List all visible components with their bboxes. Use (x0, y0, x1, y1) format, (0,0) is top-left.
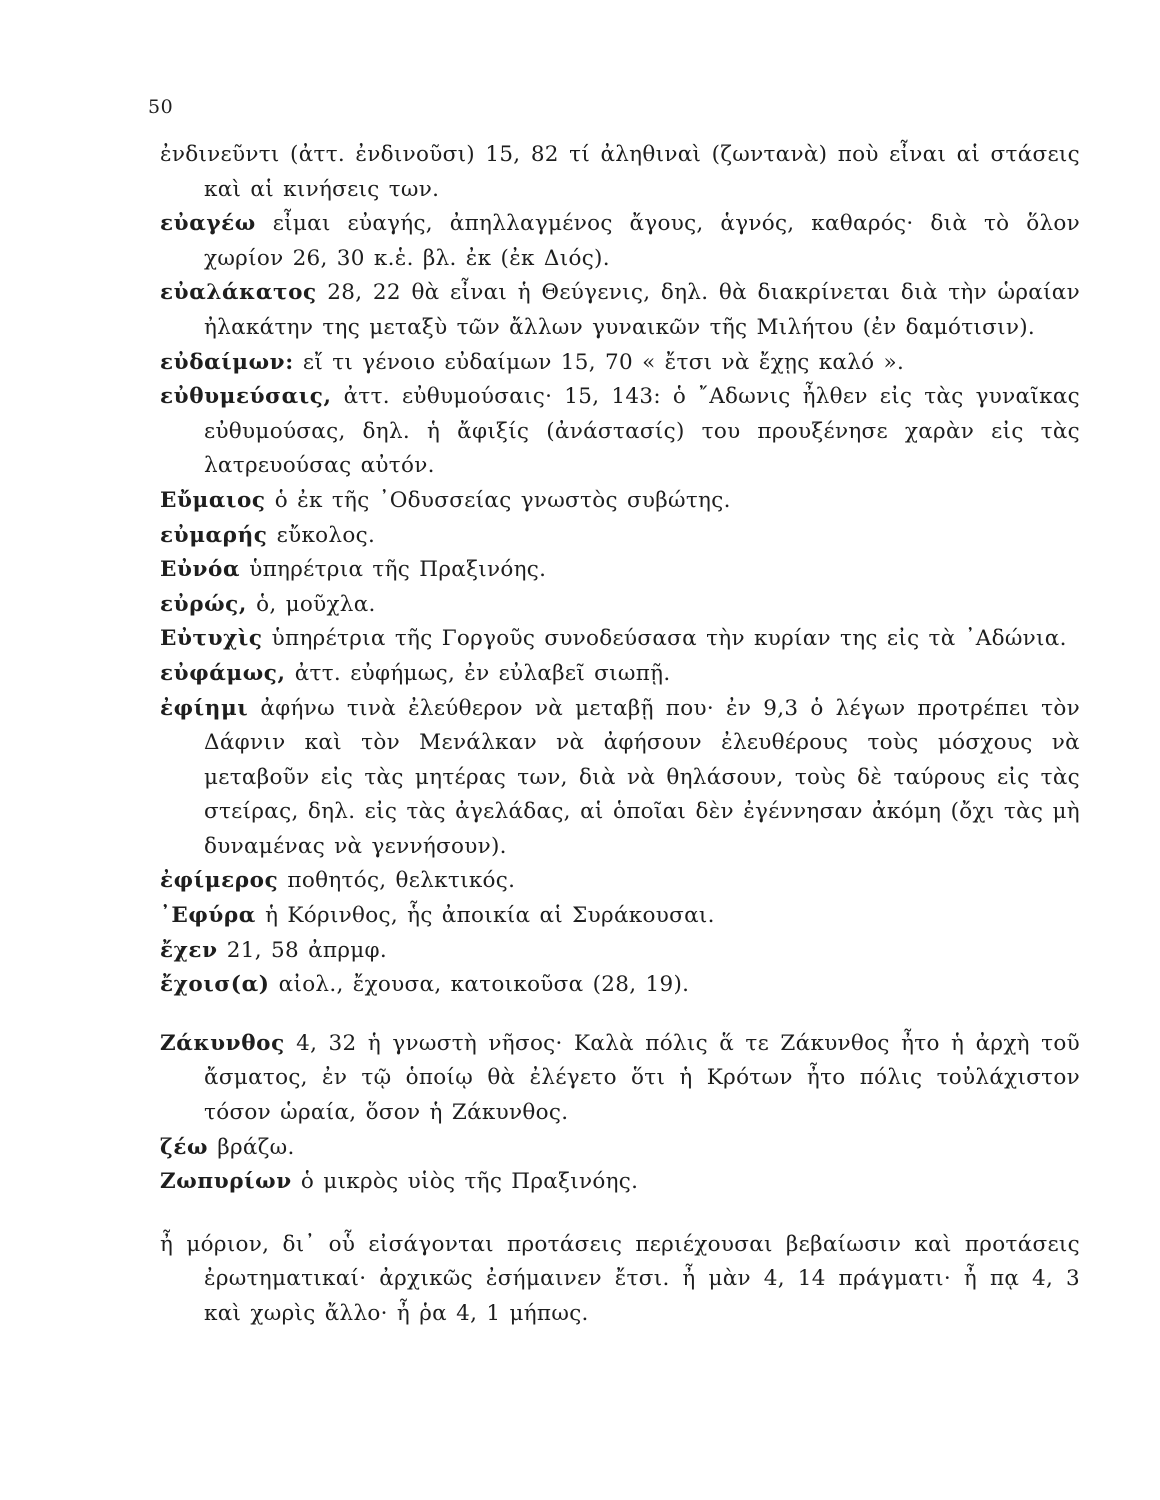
entry-headword: εὐδαίμων: (160, 349, 294, 375)
entry-headword: εὐαγέω (160, 211, 256, 237)
entry-headword: εὐρώς, (160, 591, 247, 617)
entry-text: εἶμαι εὐαγής, ἀπηλλαγμένος ἄγους, ἁγνός, καθαρός· διὰ τὸ ὅλον χωρίον 26, 30 κ.ἑ. βλ. ἐκ (ἐκ Διός). (204, 211, 1081, 271)
entry-ephyra (160, 899, 1080, 934)
entry-headword: Εὔμαιος (160, 487, 266, 513)
entry-eunoa (160, 553, 1080, 588)
entry-text: ὑπηρέτρια τῆς Γοργοῦς συνοδεύσασα τὴν κυρίαν της εἰς τὰ ᾿Αδώνια. (271, 626, 1067, 652)
entry-text: ἀφήνω τινὰ ἐλεύθερον νὰ μεταβῇ που· ἐν 9,3 ὁ λέγων προτρέπει τὸν Δάφνιν καὶ τὸν Μενάλκαν νὰ ἀφήσουν ἐλευθέρους τοὺς μόσχους νὰ μεταβοῦν εἰς τὰς μητέρας των, διὰ νὰ θηλάσουν, τοὺς δὲ ταύρους εἰς τὰς στείρας, δηλ. εἰς τὰς ἀγελάδας, αἱ ὁποῖαι δὲν ἐγέννησαν ἀκόμη (ὄχι τὰς μὴ δυναμένας νὰ γεννήσουν). (204, 695, 1080, 859)
entry-headword: ᾿Εφύρα (160, 903, 256, 929)
entry-eualakatos (160, 276, 1080, 345)
entry-text: αἰολ., ἔχουσα, κατοικοῦσα (28, 19). (278, 972, 690, 998)
entry-euageo (160, 207, 1080, 276)
entry-text: εἴ τι γένοιο εὐδαίμων 15, 70 « ἔτσι νὰ ἔχῃς καλό ». (302, 349, 905, 375)
entry-headword: Εὐτυχὶς (160, 626, 263, 652)
entry-headword: ἐφίμερος (160, 868, 279, 894)
entry-zakynthos (160, 1027, 1080, 1131)
entry-echen (160, 934, 1080, 969)
entry-zopyrion (160, 1165, 1080, 1200)
entry-text: ἀττ. εὐθυμούσαις· 15, 143: ὁ ῎Αδωνις ἦλθεν εἰς τὰς γυναῖκας εὐθυμούσας, δηλ. ἡ ἄφιξίς (ἀνάστασίς) του προυξένησε χαρὰν εἰς τὰς λατρευούσας αὐτόν. (204, 384, 1080, 479)
page-number: 50 (148, 96, 174, 118)
entry-headword: εὐφάμως, (160, 660, 286, 686)
entry-text: ἐνδινεῦντι (ἀττ. ἐνδινοῦσι) 15, 82 τί ἀληθιναὶ (ζωντανὰ) ποὺ εἶναι αἱ στάσεις καὶ αἱ κινήσεις των. (160, 142, 1080, 202)
entry-endineunti (160, 138, 1080, 207)
entry-text: εὔκολος. (276, 522, 376, 548)
entry-text: 4, 32 ἡ γνωστὴ νῆσος· Καλὰ πόλις ἅ τε Ζάκυνθος ἦτο ἡ ἀρχὴ τοῦ ἄσματος, ἐν τῷ ὁποίῳ θὰ ἐλέγετο ὅτι ἡ Κρότων ἦτο πόλις τοὐλάχιστον τόσον ὡραία, ὅσον ἡ Ζάκυνθος. (204, 1030, 1080, 1126)
entry-text: ὁ μικρὸς υἱὸς τῆς Πραξινόης. (300, 1169, 639, 1195)
entry-text: βράζω. (217, 1134, 295, 1160)
entry-headword: ζέω (160, 1134, 209, 1160)
entry-text: ὁ, μοῦχλα. (256, 591, 376, 617)
entry-ephiemi (160, 692, 1080, 865)
entry-text: ὑπηρέτρια τῆς Πραξινόης. (249, 557, 547, 583)
entry-eudaimon (160, 346, 1080, 381)
entry-text: μόριον, δι᾿ οὗ εἰσάγονται προτάσεις περιέχουσαι βεβαίωσιν καὶ προτάσεις ἐρωτηματικαί· ἀρχικῶς ἐσήμαινεν ἔτσι. ἦ μὰν 4, 14 πράγματι· ἦ πᾳ 4, 3 καὶ χωρὶς ἄλλο· ἦ ῥα 4, 1 μήπως. (186, 1231, 1080, 1326)
entry-headword: εὐαλάκατος (160, 280, 317, 306)
entry-headword: εὐθυμεύσαις, (160, 384, 332, 410)
entry-headword: Ζάκυνθος (160, 1030, 285, 1056)
entry-headword: Ζωπυρίων (160, 1169, 292, 1195)
entry-euros (160, 588, 1080, 623)
entry-headword: ἐφίημι (160, 695, 249, 721)
entry-text: ὁ ἐκ τῆς ᾿Οδυσσείας γνωστὸς συβώτης. (274, 487, 731, 513)
entry-headword: ἔχοισ(α) (160, 972, 270, 998)
entry-text: ἡ Κόρινθος, ἧς ἀποικία αἱ Συράκουσαι. (265, 903, 715, 929)
entry-euthymeusais (160, 380, 1080, 484)
entry-euphamos (160, 657, 1080, 692)
entry-zeo (160, 1131, 1080, 1166)
entry-echois (160, 968, 1080, 1003)
entry-eutychis (160, 622, 1080, 657)
entry-e-particle (160, 1228, 1080, 1332)
entry-text: 21, 58 ἀπρμφ. (226, 937, 388, 963)
entry-headword: Εὐνόα (160, 557, 241, 583)
entry-eumares (160, 519, 1080, 554)
entry-text: ἀττ. εὐφήμως, ἐν εὐλαβεῖ σιωπῇ. (294, 660, 671, 686)
entry-headword: ἔχεν (160, 937, 218, 963)
glossary-entries (160, 138, 1080, 1332)
entry-headword: εὐμαρής (160, 522, 268, 548)
entry-ephimeros (160, 864, 1080, 899)
entry-eumaios (160, 484, 1080, 519)
entry-text: ποθητός, θελκτικός. (287, 868, 516, 894)
entry-text: 28, 22 θὰ εἶναι ἡ Θεύγενις, δηλ. θὰ διακρίνεται διὰ τὴν ὡραίαν ἠλακάτην της μεταξὺ τῶν ἄλλων γυναικῶν τῆς Μιλήτου (ἐν δαμότισιν). (204, 280, 1080, 340)
entry-headword: ἦ (160, 1231, 174, 1257)
